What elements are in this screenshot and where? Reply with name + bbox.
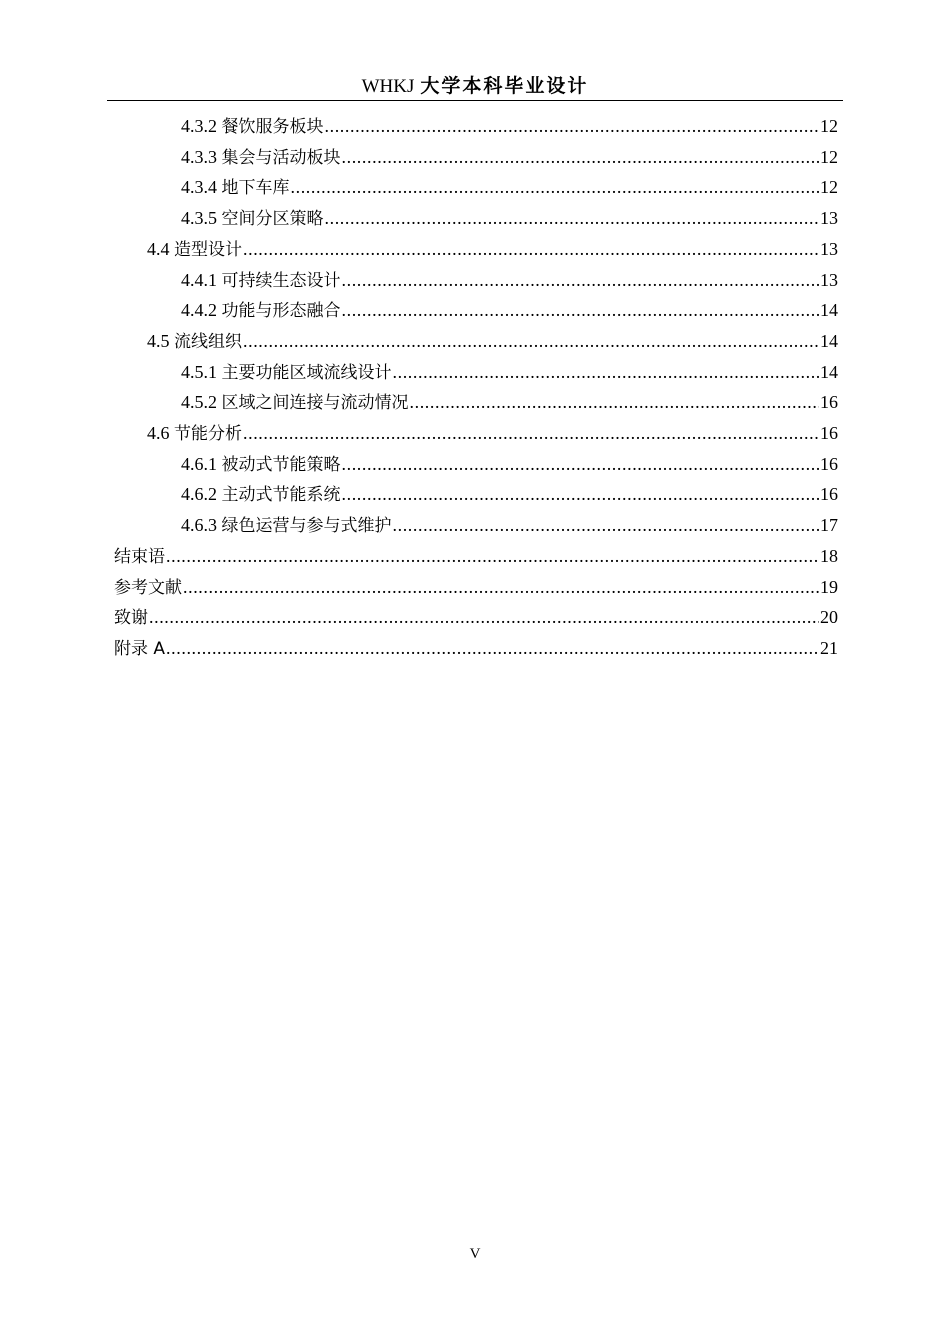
toc-entry-title: 流线组织 [174,331,242,352]
toc-entry-title: 致谢 [114,608,148,629]
toc-entry-title: 餐饮服务板块 [221,117,324,137]
toc-entry-title: 功能与形态融合 [221,301,341,322]
toc-entry-page: 13 [820,269,838,290]
toc-dot-leader [291,172,820,202]
toc-entry-title: 节能分析 [174,424,242,444]
toc-dot-leader [166,541,819,571]
toc-entry-page: 19 [820,576,838,597]
toc-entry[interactable] [181,449,838,479]
toc-dot-leader [342,295,820,325]
toc-entry-page: 16 [820,423,838,443]
toc-entry-title: 主要功能区域流线设计 [221,362,392,383]
toc-entry[interactable] [147,234,838,264]
toc-dot-leader [393,357,820,387]
toc-entry-title: 可持续生态设计 [221,270,341,291]
toc-dot-leader [325,203,820,233]
toc-entry[interactable] [147,418,838,448]
toc-entry-title: 集会与活动板块 [221,147,341,168]
toc-entry-number: 4.5.2 [181,392,217,413]
header-divider [107,100,843,101]
toc-entry-page: 13 [820,238,838,259]
toc-entry[interactable] [181,387,838,417]
toc-entry-title: 地下车库 [221,178,290,199]
toc-dot-leader [342,449,820,479]
toc-entry-title: 被动式节能策略 [221,454,341,475]
toc-entry-page: 14 [820,361,838,382]
toc-entry-page: 16 [820,392,838,413]
toc-entry-page: 20 [820,607,838,628]
toc-entry[interactable] [181,295,838,325]
toc-dot-leader [149,602,819,632]
toc-dot-leader [410,387,820,417]
toc-entry[interactable] [181,172,838,202]
toc-entry-page: 14 [820,300,838,321]
toc-entry-page: 12 [820,116,838,136]
toc-entry[interactable] [181,479,838,509]
toc-dot-leader [393,510,820,540]
toc-entry-number: 4.6 [147,423,170,443]
toc-entry-page: 16 [820,453,838,474]
toc-entry[interactable] [181,357,838,387]
toc-dot-leader [325,111,820,141]
toc-entry-number: 4.4.2 [181,300,217,321]
toc-entry-title: 区域之间连接与流动情况 [221,393,409,414]
toc-entry-page: 14 [820,330,838,351]
toc-entry-page: 16 [820,484,838,505]
toc-dot-leader [243,326,819,356]
toc-dot-leader [166,633,819,663]
toc-entry-number: 4.6.2 [181,484,217,505]
toc-dot-leader [183,572,819,602]
toc-entry-page: 21 [820,637,838,658]
toc-entry[interactable] [147,326,838,356]
toc-entry[interactable] [114,572,838,602]
header-title: 大学本科毕业设计 [420,75,589,97]
toc-entry-title: 绿色运营与参与式维护 [221,516,392,537]
toc-entry-title: 造型设计 [174,239,242,260]
toc-entry-number: 4.6.3 [181,515,217,536]
toc-entry-title: 主动式节能系统 [221,485,341,506]
toc-entry[interactable] [181,111,838,141]
toc-entry-page: 12 [820,177,838,198]
toc-dot-leader [342,479,820,509]
toc-dot-leader [342,142,820,172]
toc-entry-number: 4.3.3 [181,146,217,167]
page-number: V [469,1246,481,1262]
page-header [107,72,843,100]
toc-entry-page: 12 [820,146,838,167]
toc-entry[interactable] [181,203,838,233]
toc-entry-title: 参考文献 [114,577,182,598]
toc-entry-page: 13 [820,208,838,229]
toc-entry-number: 4.5.1 [181,361,217,382]
toc-entry-number: 4.3.2 [181,116,217,136]
toc-entry[interactable] [114,541,838,571]
toc-entry-title: 空间分区策略 [221,209,324,230]
toc-dot-leader [342,265,820,295]
toc-entry-number: 4.5 [147,330,170,351]
toc-entry[interactable] [114,633,838,663]
toc-entry-number: 4.3.4 [181,177,217,198]
toc-entry[interactable] [181,265,838,295]
toc-entry-number: 4.6.1 [181,453,217,474]
header-latin: WHKJ [361,76,415,97]
toc-entry-page: 17 [820,515,838,536]
toc-entry[interactable] [181,142,838,172]
toc-entry-number: 4.4.1 [181,269,217,290]
toc-entry-page: 18 [820,545,838,566]
toc-entry-title: 结束语 [114,546,165,567]
toc-entry-number: 4.4 [147,238,170,259]
toc-dot-leader [243,418,819,448]
toc-entry[interactable] [114,602,838,632]
toc-dot-leader [243,234,819,264]
toc-entry-number: 4.3.5 [181,208,217,229]
toc-entry[interactable] [181,510,838,540]
toc-entry-title: 附录 A [114,638,166,659]
